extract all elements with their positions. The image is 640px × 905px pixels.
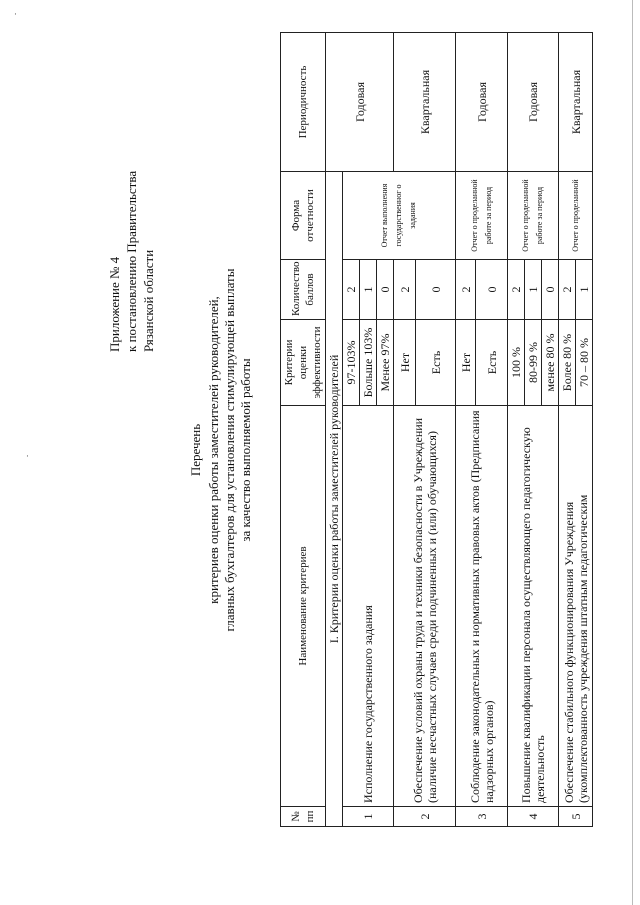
period-cell: Квартальная	[394, 33, 456, 172]
row-number: 5	[559, 807, 593, 827]
criterion-value: Нет	[456, 320, 476, 406]
document-title: Перечень	[188, 423, 203, 477]
report-form: Отчет о проделанной	[559, 172, 593, 260]
points-value: 0	[542, 260, 559, 320]
report-form: Отчет выполнения государственног о задания	[343, 172, 456, 260]
header-form: Форма отчетности	[281, 172, 326, 260]
points-value: 2	[343, 260, 360, 320]
period-cell: Годовая	[508, 33, 559, 172]
appendix-line: к постановлению Правительства	[124, 170, 139, 352]
period-cell: Годовая	[326, 33, 394, 172]
heading-line: критериев оценки работы заместителей руководителей,	[206, 296, 221, 604]
row-number: 2	[394, 807, 456, 827]
header-criteria: Критерии оценки эффективности	[281, 320, 326, 406]
criteria-table	[280, 32, 593, 827]
criterion-value: Больше 103%	[360, 320, 377, 406]
header-points: Количество баллов	[281, 260, 326, 320]
period-cell: Годовая	[456, 33, 508, 172]
row-number: 1	[343, 807, 394, 827]
points-value: 1	[576, 260, 593, 320]
period-cell: Квартальная	[559, 33, 593, 172]
document-heading	[188, 235, 254, 665]
report-form: Отчет о проделанной работе за период	[456, 172, 508, 260]
criterion-name: Обеспечение стабильного функционирования Учреждения (укомплектованность учреждения штатным педагогическим	[559, 406, 593, 807]
appendix-block	[106, 52, 157, 352]
report-form: Отчет о проделанной работе за период	[508, 172, 559, 260]
row-number: 4	[508, 807, 559, 827]
criterion-name: Исполнение государственного задания	[343, 406, 394, 807]
criterion-value: 100 %	[508, 320, 525, 406]
points-value: 2	[508, 260, 525, 320]
scan-speck: ·	[26, 452, 29, 462]
header-num: № пп	[281, 807, 326, 827]
points-value: 2	[559, 260, 576, 320]
points-value: 0	[416, 260, 456, 320]
points-value: 2	[394, 260, 416, 320]
heading-line: за качество выполняемой работы	[238, 358, 253, 542]
header-period: Периодичность	[281, 33, 326, 172]
heading-line: главных бухгалтеров для установления стимулирующей выплаты	[222, 268, 237, 632]
criterion-value: менее 80 %	[542, 320, 559, 406]
criterion-value: Нет	[394, 320, 416, 406]
criterion-value: Более 80 %	[559, 320, 576, 406]
points-value: 0	[476, 260, 508, 320]
criterion-value: 80-99 %	[525, 320, 542, 406]
section-heading: I. Критерии оценки работы заместителей руководителей	[326, 172, 343, 827]
criterion-value: Есть	[416, 320, 456, 406]
criterion-name: Соблюдение законодательных и нормативных правовых актов (Предписания надзорных органов)	[456, 406, 508, 807]
scan-speck: ·	[14, 10, 17, 20]
criterion-value: 70 – 80 %	[576, 320, 593, 406]
header-name: Наименование критериев	[281, 406, 326, 807]
row-number: 3	[456, 807, 508, 827]
appendix-line: Приложение № 4	[107, 256, 122, 352]
appendix-line: Рязанской области	[141, 249, 156, 352]
criterion-value: Есть	[476, 320, 508, 406]
points-value: 2	[456, 260, 476, 320]
criterion-name: Обеспечение условий охраны труда и техники безопасности в Учреждении (наличие несчастных случаев среди подчиненных и (или) обучающихся)	[394, 406, 456, 807]
points-value: 1	[360, 260, 377, 320]
criterion-value: Менее 97%	[377, 320, 394, 406]
points-value: 1	[525, 260, 542, 320]
points-value: 0	[377, 260, 394, 320]
criterion-value: 97-103%	[343, 320, 360, 406]
criterion-name: Повышение квалификации персонала осуществляющего педагогическую деятельность	[508, 406, 559, 807]
